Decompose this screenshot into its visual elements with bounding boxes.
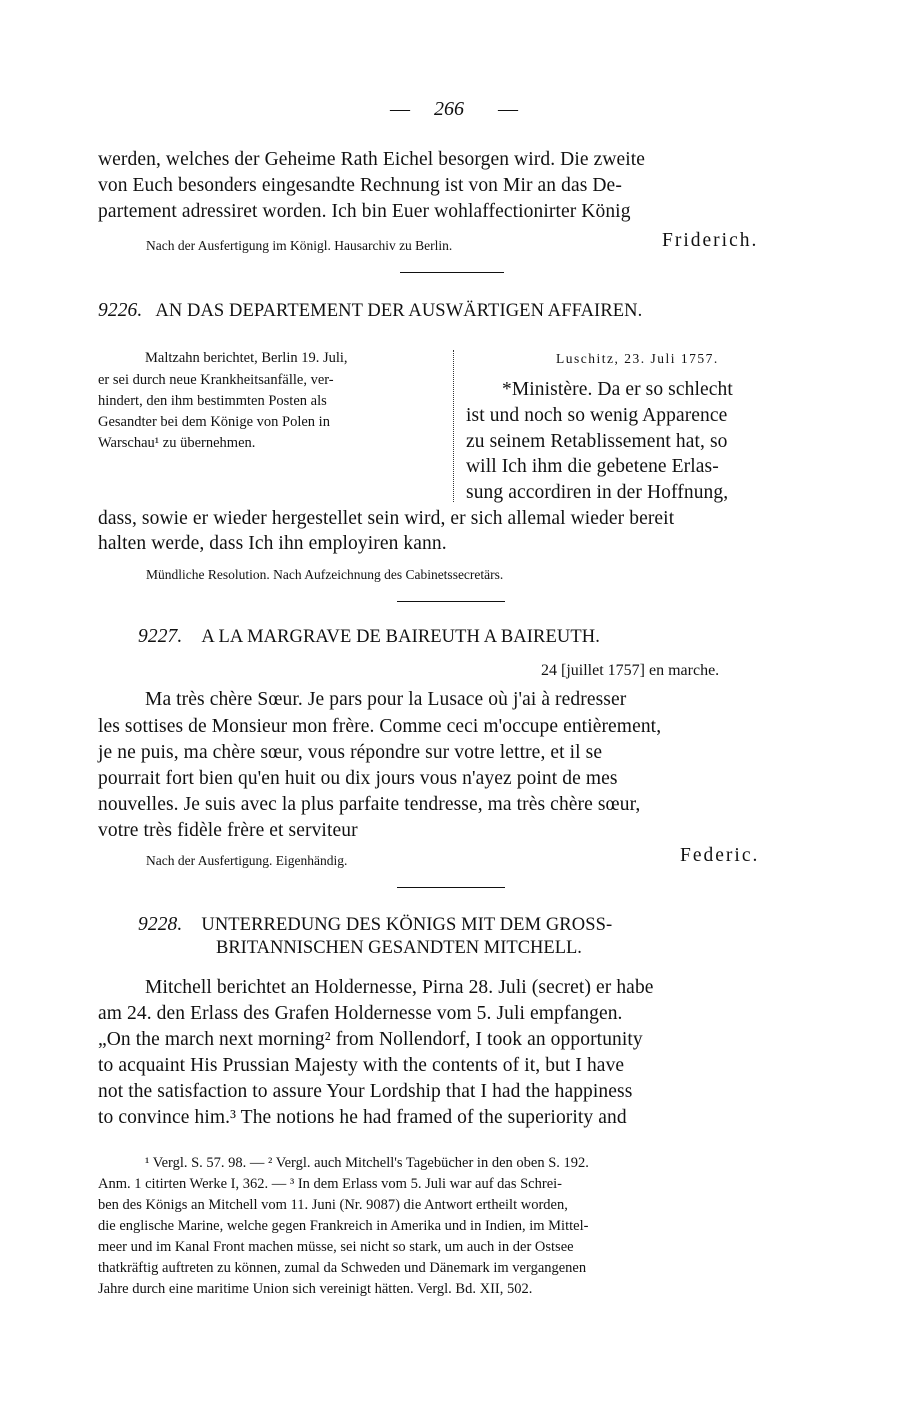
- text-line: dass, sowie er wieder hergestellet sein wird, er sich allemal wieder bereit: [98, 508, 675, 529]
- text-line: pourrait fort bien qu'en huit ou dix jours vous n'ayez point de mes: [98, 768, 618, 789]
- section-title-continued: BRITANNISCHEN GESANDTEN MITCHELL.: [216, 938, 582, 958]
- summary-line: Gesandter bei dem Könige von Polen in: [98, 414, 330, 430]
- section-number: 9226.: [98, 300, 143, 321]
- section-heading: [138, 914, 612, 936]
- section-divider: [397, 887, 505, 888]
- letter-date: 24 [juillet 1757] en marche.: [541, 662, 720, 679]
- footnote-line: die englische Marine, welche gegen Frankreich in Amerika und in Indien, im Mittel-: [98, 1218, 589, 1234]
- signature: Federic.: [680, 845, 760, 866]
- text-line: partement adressiret worden. Ich bin Euer wohlaffectionirter König: [98, 201, 631, 222]
- source-note: Nach der Ausfertigung im Königl. Hausarchiv zu Berlin.: [146, 238, 453, 253]
- summary-line: Maltzahn berichtet, Berlin 19. Juli,: [145, 350, 348, 366]
- section-number: 9227.: [138, 626, 183, 647]
- page-header: [390, 98, 530, 126]
- column-separator: [453, 350, 454, 502]
- footnote-line: ¹ Vergl. S. 57. 98. — ² Vergl. auch Mitchell's Tagebücher in den oben S. 192.: [145, 1155, 589, 1171]
- text-line: je ne puis, ma chère sœur, vous répondre sur votre lettre, et il se: [98, 742, 603, 763]
- section-heading: [98, 300, 642, 322]
- text-line: von Euch besonders eingesandte Rechnung ist von Mir an das De-: [98, 175, 622, 196]
- section-divider: [397, 601, 505, 602]
- footnote-line: meer und im Kanal Front machen müsse, sei nicht so stark, um auch in der Ostsee: [98, 1239, 574, 1255]
- section-title: UNTERREDUNG DES KÖNIGS MIT DEM GROSS-: [201, 915, 613, 935]
- page-number: 266: [434, 98, 464, 120]
- text-line: votre très fidèle frère et serviteur: [98, 820, 358, 841]
- signature: Friderich.: [662, 230, 759, 251]
- footnote-line: Jahre durch eine maritime Union sich vereinigt hätten. Vergl. Bd. XII, 502.: [98, 1281, 533, 1297]
- text-line: „On the march next morning² from Nollendorf, I took an opportunity: [98, 1029, 643, 1050]
- text-line: les sottises de Monsieur mon frère. Comme ceci m'occupe entièrement,: [98, 716, 662, 737]
- header-dash-left: —: [390, 98, 410, 120]
- place-date: Luschitz, 23. Juli 1757.: [556, 351, 719, 366]
- text-line: not the satisfaction to assure Your Lordship that I had the happiness: [98, 1081, 633, 1102]
- footnote-line: Anm. 1 citirten Werke I, 362. — ³ In dem Erlass vom 5. Juli war auf das Schrei-: [98, 1176, 562, 1192]
- summary-line: er sei durch neue Krankheitsanfälle, ver-: [98, 372, 334, 388]
- footnote-line: thatkräftig auftreten zu können, zumal da Schweden und Dänemark im vergangenen: [98, 1260, 587, 1276]
- section-divider: [400, 272, 504, 273]
- source-note: Mündliche Resolution. Nach Aufzeichnung des Cabinetssecretärs.: [146, 567, 504, 582]
- text-line: nouvelles. Je suis avec la plus parfaite tendresse, ma très chère sœur,: [98, 794, 641, 815]
- section-title: AN DAS DEPARTEMENT DER AUSWÄRTIGEN AFFAIREN.: [155, 301, 643, 321]
- section-number: 9228.: [138, 914, 183, 935]
- footnote-line: ben des Königs an Mitchell vom 11. Juni (Nr. 9087) die Antwort ertheilt worden,: [98, 1197, 568, 1213]
- text-line: ist und noch so wenig Apparence: [466, 405, 728, 426]
- text-line: halten werde, dass Ich ihn employiren kann.: [98, 533, 447, 554]
- text-line: Ma très chère Sœur. Je pars pour la Lusace où j'ai à redresser: [145, 689, 627, 710]
- text-line: Mitchell berichtet an Holdernesse, Pirna 28. Juli (secret) er habe: [145, 977, 654, 998]
- text-line: to acquaint His Prussian Majesty with the contents of it, but I have: [98, 1055, 625, 1076]
- text-line: zu seinem Retablissement hat, so: [466, 431, 728, 452]
- section-title: A LA MARGRAVE DE BAIREUTH A BAIREUTH.: [201, 627, 600, 647]
- summary-line: hindert, den ihm bestimmten Posten als: [98, 393, 327, 409]
- text-line: to convince him.³ The notions he had framed of the superiority and: [98, 1107, 627, 1128]
- text-line: will Ich ihm die gebetene Erlas-: [466, 456, 719, 477]
- text-line: am 24. den Erlass des Grafen Holdernesse vom 5. Juli empfangen.: [98, 1003, 623, 1024]
- summary-line: Warschau¹ zu übernehmen.: [98, 435, 256, 451]
- text-line: werden, welches der Geheime Rath Eichel besorgen wird. Die zweite: [98, 149, 646, 170]
- section-heading: [138, 626, 600, 648]
- header-dash-right: —: [498, 98, 518, 120]
- source-note: Nach der Ausfertigung. Eigenhändig.: [146, 853, 348, 868]
- text-line: sung accordiren in der Hoffnung,: [466, 482, 729, 503]
- text-line: *Ministère. Da er so schlecht: [502, 379, 733, 400]
